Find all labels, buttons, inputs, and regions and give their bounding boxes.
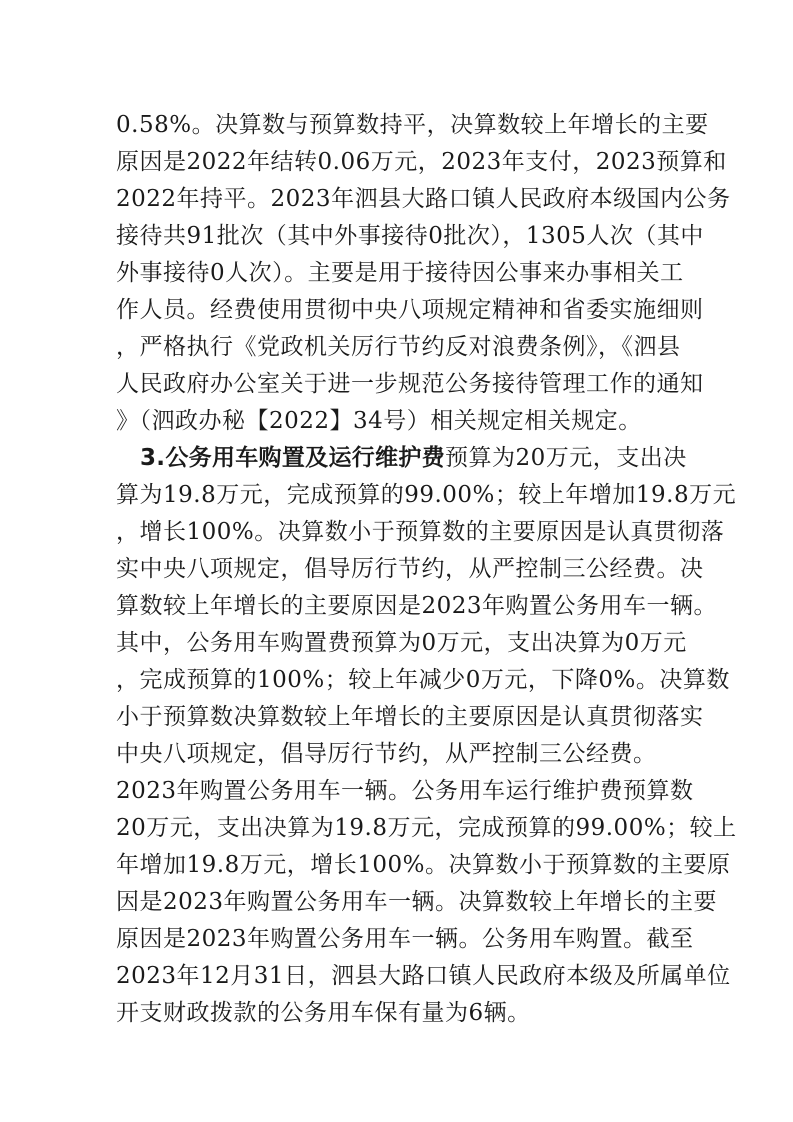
text-line: 原因是2022年结转0.06万元，2023年支付，2023预算和	[116, 149, 727, 175]
text-line: 外事接待0人次）。主要是用于接待因公事来办事相关工	[116, 260, 684, 286]
text-line: 中央八项规定，倡导厉行节约，从严控制三公经费。	[116, 741, 657, 767]
text-line: ，完成预算的100%；较上年减少0万元，下降0%。决算数	[116, 667, 730, 693]
text-line: 2023年12月31日，泗县大路口镇人民政府本级及所属单位	[116, 963, 731, 989]
text-line: 小于预算数决算数较上年增长的主要原因是认真贯彻落实	[116, 704, 704, 730]
text-line: 算为19.8万元，完成预算的99.00%；较上年增加19.8万元	[116, 482, 737, 508]
text-line: 2023年购置公务用车一辆。公务用车运行维护费预算数	[116, 778, 694, 804]
text-line: 20万元，支出决算为19.8万元，完成预算的99.00%；较上	[116, 815, 737, 841]
text-line: 其中，公务用车购置费预算为0万元，支出决算为0万元	[116, 630, 687, 656]
text-line: 接待共91批次（其中外事接待0批次），1305人次（其中	[116, 223, 704, 249]
text-line: 年增加19.8万元，增长100%。决算数小于预算数的主要原	[116, 852, 731, 878]
text-line: 原因是2023年购置公务用车一辆。公务用车购置。截至	[116, 926, 694, 952]
section-3-first-line	[140, 443, 700, 473]
text-line: 人民政府办公室关于进一步规范公务接待管理工作的通知	[116, 371, 704, 397]
text-line: 开支财政拨款的公务用车保有量为6辆。	[116, 1000, 531, 1026]
section-heading-rest: 预算为20万元，支出决	[444, 445, 687, 471]
section-heading: 3.公务用车购置及运行维护费	[140, 445, 445, 471]
text-line: ，增长100%。决算数小于预算数的主要原因是认真贯彻落	[116, 519, 725, 545]
text-line: 因是2023年购置公务用车一辆。决算数较上年增长的主要	[116, 889, 718, 915]
text-line: 》（泗政办秘【2022】34号）相关规定相关规定。	[116, 408, 642, 434]
text-line: 0.58%。决算数与预算数持平，决算数较上年增长的主要	[116, 112, 709, 138]
text-line: ，严格执行《党政机关厉行节约反对浪费条例》，《泗县	[116, 334, 681, 360]
text-line: 2022年持平。2023年泗县大路口镇人民政府本级国内公务	[116, 186, 731, 212]
text-line: 实中央八项规定，倡导厉行节约，从严控制三公经费。决	[116, 556, 704, 582]
text-line: 算数较上年增长的主要原因是2023年购置公务用车一辆。	[116, 593, 718, 619]
text-line: 作人员。经费使用贯彻中央八项规定精神和省委实施细则	[116, 297, 704, 323]
